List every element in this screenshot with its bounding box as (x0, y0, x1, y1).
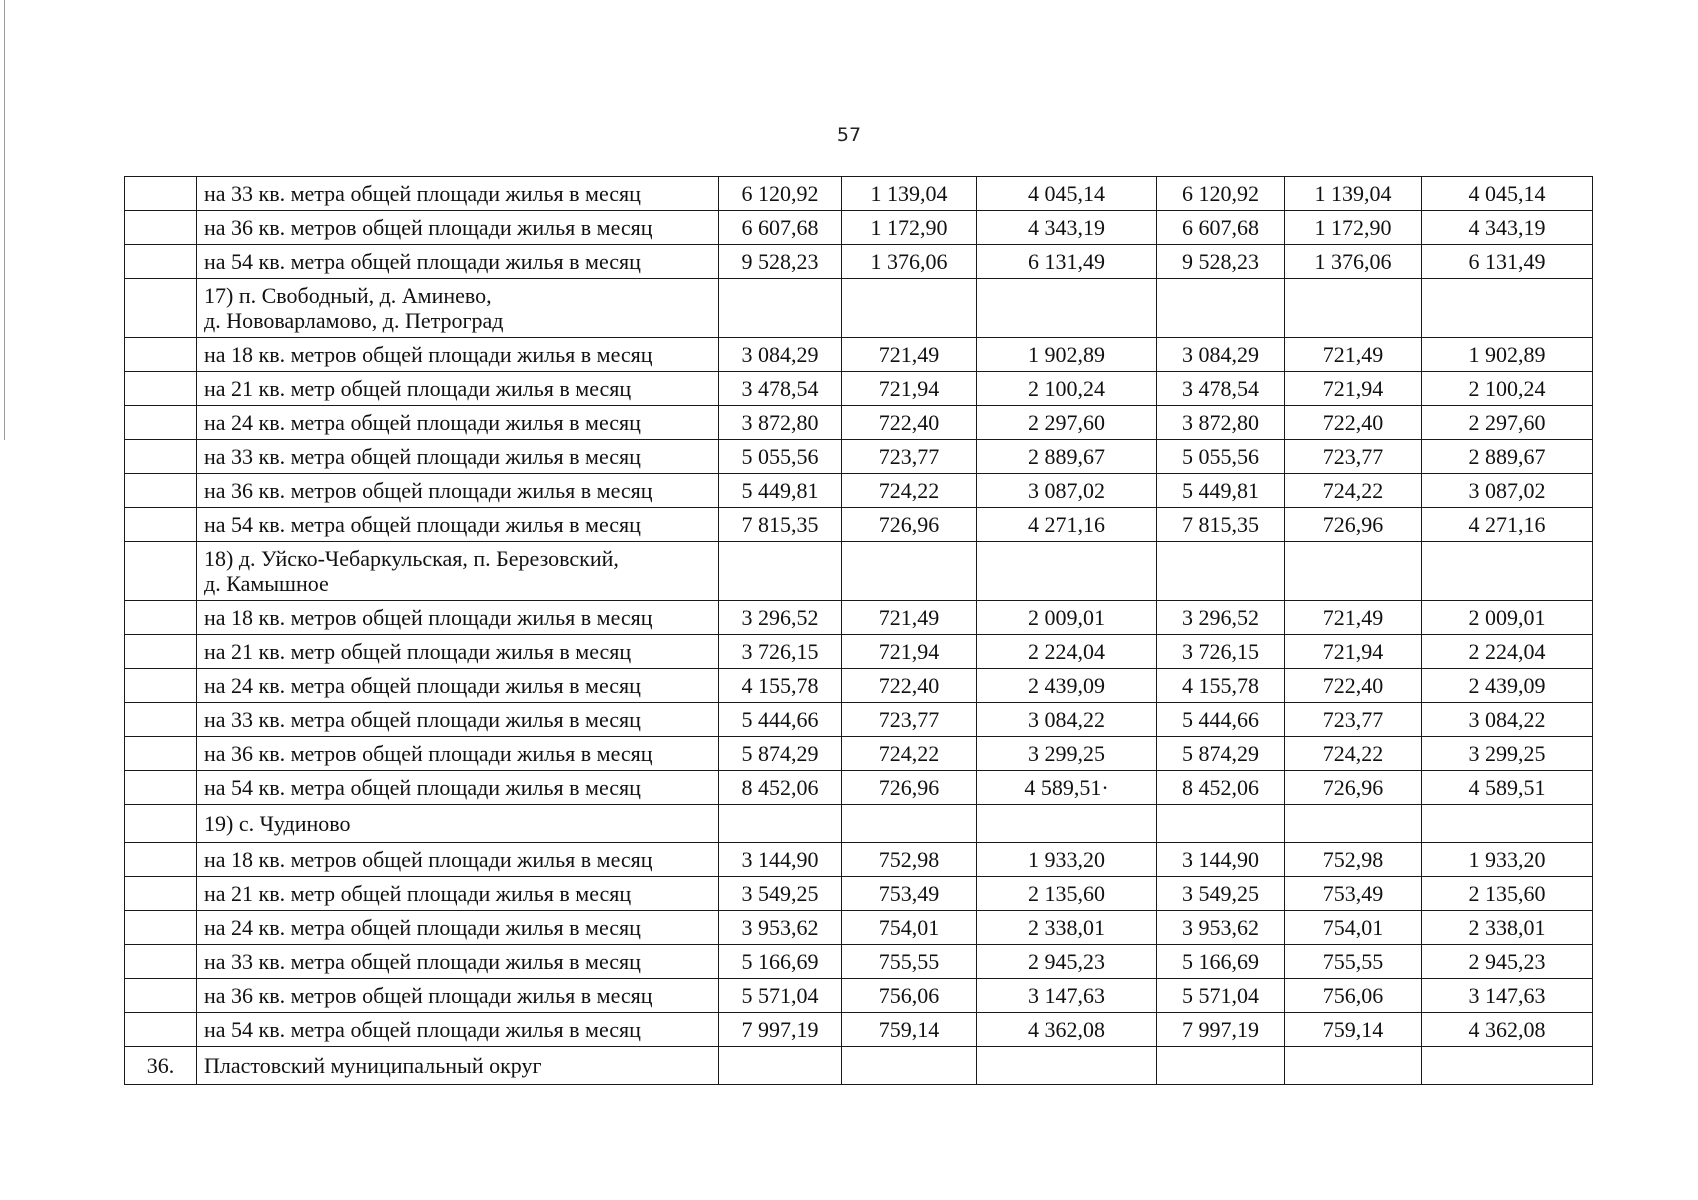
value-cell: 724,22 (1285, 474, 1422, 508)
value-cell (719, 805, 842, 843)
scan-edge-line (4, 0, 5, 440)
value-cell: 2 009,01 (977, 601, 1157, 635)
value-cell: 2 100,24 (977, 372, 1157, 406)
row-number-cell (125, 805, 197, 843)
value-cell (1157, 805, 1285, 843)
row-number-cell (125, 372, 197, 406)
value-cell (842, 542, 977, 601)
value-cell (977, 542, 1157, 601)
section-title-cell (197, 279, 719, 338)
value-cell: 5 449,81 (719, 474, 842, 508)
row-number-cell (125, 737, 197, 771)
value-cell: 721,49 (1285, 601, 1422, 635)
value-cell: 756,06 (842, 979, 977, 1013)
description-cell: на 36 кв. метров общей площади жилья в месяц (197, 474, 719, 508)
row-number-cell (125, 771, 197, 805)
row-number-cell (125, 542, 197, 601)
value-cell: 4 271,16 (1422, 508, 1593, 542)
description-cell: на 33 кв. метра общей площади жилья в месяц (197, 440, 719, 474)
value-cell: 3 144,90 (719, 843, 842, 877)
description-cell: на 24 кв. метра общей площади жилья в месяц (197, 406, 719, 440)
value-cell: 4 155,78 (719, 669, 842, 703)
value-cell (719, 542, 842, 601)
section-title-line: 18) д. Уйско-Чебаркульская, п. Березовский, (204, 546, 619, 571)
value-cell: 5 874,29 (1157, 737, 1285, 771)
value-cell: 759,14 (1285, 1013, 1422, 1047)
value-cell: 1 902,89 (1422, 338, 1593, 372)
value-cell: 3 087,02 (977, 474, 1157, 508)
table-row (125, 669, 1593, 703)
value-cell: 6 131,49 (977, 245, 1157, 279)
value-cell: 3 549,25 (1157, 877, 1285, 911)
value-cell: 4 362,08 (977, 1013, 1157, 1047)
value-cell (1285, 1047, 1422, 1085)
value-cell: 3 144,90 (1157, 843, 1285, 877)
value-cell: 3 726,15 (1157, 635, 1285, 669)
value-cell (842, 279, 977, 338)
row-number-cell (125, 911, 197, 945)
value-cell: 3 299,25 (977, 737, 1157, 771)
value-cell: 3 872,80 (1157, 406, 1285, 440)
table-row (125, 843, 1593, 877)
table-row (125, 979, 1593, 1013)
description-cell: на 54 кв. метра общей площади жилья в месяц (197, 771, 719, 805)
table-row (125, 406, 1593, 440)
value-cell: 3 953,62 (1157, 911, 1285, 945)
value-cell: 4 045,14 (977, 177, 1157, 211)
value-cell: 723,77 (842, 440, 977, 474)
value-cell: 759,14 (842, 1013, 977, 1047)
value-cell: 755,55 (842, 945, 977, 979)
value-cell: 722,40 (842, 669, 977, 703)
description-cell: на 18 кв. метров общей площади жилья в месяц (197, 338, 719, 372)
value-cell: 5 166,69 (1157, 945, 1285, 979)
value-cell: 2 945,23 (977, 945, 1157, 979)
description-cell: на 33 кв. метра общей площади жилья в месяц (197, 177, 719, 211)
description-cell: на 33 кв. метра общей площади жилья в месяц (197, 703, 719, 737)
value-cell: 723,77 (1285, 440, 1422, 474)
row-number-cell (125, 669, 197, 703)
value-cell (1422, 542, 1593, 601)
table-row (125, 474, 1593, 508)
value-cell: 1 933,20 (977, 843, 1157, 877)
value-cell: 2 100,24 (1422, 372, 1593, 406)
value-cell: 3 872,80 (719, 406, 842, 440)
value-cell: 3 478,54 (719, 372, 842, 406)
value-cell: 726,96 (842, 508, 977, 542)
value-cell: 9 528,23 (719, 245, 842, 279)
row-number-cell (125, 245, 197, 279)
description-cell: на 54 кв. метра общей площади жилья в месяц (197, 1013, 719, 1047)
value-cell (842, 805, 977, 843)
value-cell: 1 139,04 (842, 177, 977, 211)
value-cell: 2 297,60 (1422, 406, 1593, 440)
value-cell: 4 343,19 (977, 211, 1157, 245)
value-cell: 752,98 (842, 843, 977, 877)
value-cell (719, 1047, 842, 1085)
value-cell: 721,94 (1285, 372, 1422, 406)
value-cell: 1 139,04 (1285, 177, 1422, 211)
table-row (125, 601, 1593, 635)
value-cell: 1 376,06 (1285, 245, 1422, 279)
value-cell: 3 296,52 (1157, 601, 1285, 635)
value-cell: 4 343,19 (1422, 211, 1593, 245)
value-cell: 753,49 (842, 877, 977, 911)
value-cell: 2 338,01 (977, 911, 1157, 945)
description-cell: на 24 кв. метра общей площади жилья в месяц (197, 669, 719, 703)
table-row (125, 372, 1593, 406)
value-cell: 2 439,09 (1422, 669, 1593, 703)
value-cell: 2 135,60 (977, 877, 1157, 911)
value-cell (1422, 805, 1593, 843)
row-number-cell (125, 177, 197, 211)
value-cell: 5 055,56 (1157, 440, 1285, 474)
value-cell: 6 607,68 (1157, 211, 1285, 245)
value-cell: 2 889,67 (977, 440, 1157, 474)
value-cell: 3 147,63 (977, 979, 1157, 1013)
value-cell: 4 589,51 (1422, 771, 1593, 805)
value-cell: 2 297,60 (977, 406, 1157, 440)
value-cell (842, 1047, 977, 1085)
value-cell: 724,22 (1285, 737, 1422, 771)
value-cell: 726,96 (842, 771, 977, 805)
value-cell (1157, 1047, 1285, 1085)
row-number-cell (125, 508, 197, 542)
value-cell: 1 172,90 (1285, 211, 1422, 245)
value-cell: 5 571,04 (719, 979, 842, 1013)
section-title-cell (197, 1047, 719, 1085)
value-cell: 721,94 (842, 372, 977, 406)
description-cell: на 21 кв. метр общей площади жилья в месяц (197, 877, 719, 911)
table-row (125, 338, 1593, 372)
value-cell: 752,98 (1285, 843, 1422, 877)
value-cell (1285, 805, 1422, 843)
value-cell: 4 362,08 (1422, 1013, 1593, 1047)
value-cell: 721,49 (842, 601, 977, 635)
value-cell: 3 087,02 (1422, 474, 1593, 508)
value-cell: 2 135,60 (1422, 877, 1593, 911)
description-cell: на 21 кв. метр общей площади жилья в месяц (197, 372, 719, 406)
row-number-cell (125, 474, 197, 508)
value-cell: 753,49 (1285, 877, 1422, 911)
value-cell: 8 452,06 (719, 771, 842, 805)
value-cell: 723,77 (842, 703, 977, 737)
value-cell: 3 084,29 (719, 338, 842, 372)
value-cell: 9 528,23 (1157, 245, 1285, 279)
value-cell: 7 815,35 (719, 508, 842, 542)
value-cell: 721,49 (1285, 338, 1422, 372)
row-number-cell (125, 843, 197, 877)
section-header-row (125, 1047, 1593, 1085)
value-cell: 7 997,19 (1157, 1013, 1285, 1047)
description-cell: на 36 кв. метров общей площади жилья в месяц (197, 211, 719, 245)
table-row (125, 508, 1593, 542)
table-row (125, 771, 1593, 805)
value-cell (977, 805, 1157, 843)
section-title-cell (197, 805, 719, 843)
row-number-cell (125, 979, 197, 1013)
section-header-row (125, 805, 1593, 843)
value-cell: 4 045,14 (1422, 177, 1593, 211)
value-cell: 721,49 (842, 338, 977, 372)
value-cell (719, 279, 842, 338)
value-cell: 3 147,63 (1422, 979, 1593, 1013)
value-cell: 5 571,04 (1157, 979, 1285, 1013)
description-cell: на 36 кв. метров общей площади жилья в месяц (197, 737, 719, 771)
value-cell: 5 055,56 (719, 440, 842, 474)
row-number-cell (125, 279, 197, 338)
value-cell (977, 1047, 1157, 1085)
table-row (125, 737, 1593, 771)
value-cell: 2 338,01 (1422, 911, 1593, 945)
section-title-line: 17) п. Свободный, д. Аминево, (204, 283, 492, 308)
row-number-cell (125, 211, 197, 245)
section-title-line: Пластовский муниципальный округ (204, 1053, 542, 1078)
value-cell: 2 009,01 (1422, 601, 1593, 635)
value-cell: 3 478,54 (1157, 372, 1285, 406)
row-number-cell (125, 635, 197, 669)
row-number-cell (125, 703, 197, 737)
row-number-cell (125, 601, 197, 635)
value-cell: 8 452,06 (1157, 771, 1285, 805)
value-cell (1422, 1047, 1593, 1085)
section-title-line: д. Камышное (204, 571, 329, 596)
value-cell: 4 271,16 (977, 508, 1157, 542)
value-cell: 3 084,22 (977, 703, 1157, 737)
row-number-cell (125, 1013, 197, 1047)
value-cell: 722,40 (842, 406, 977, 440)
value-cell (1157, 542, 1285, 601)
value-cell (977, 279, 1157, 338)
value-cell: 3 953,62 (719, 911, 842, 945)
description-cell: на 18 кв. метров общей площади жилья в месяц (197, 843, 719, 877)
section-header-row (125, 279, 1593, 338)
row-number-cell (125, 440, 197, 474)
description-cell: на 54 кв. метра общей площади жилья в месяц (197, 508, 719, 542)
value-cell: 724,22 (842, 737, 977, 771)
row-number-cell (125, 877, 197, 911)
table-row (125, 911, 1593, 945)
value-cell: 2 945,23 (1422, 945, 1593, 979)
table-row (125, 1013, 1593, 1047)
value-cell: 7 997,19 (719, 1013, 842, 1047)
value-cell: 5 444,66 (1157, 703, 1285, 737)
value-cell: 5 166,69 (719, 945, 842, 979)
value-cell: 1 172,90 (842, 211, 977, 245)
table-row (125, 945, 1593, 979)
value-cell: 6 120,92 (1157, 177, 1285, 211)
value-cell: 724,22 (842, 474, 977, 508)
value-cell: 5 874,29 (719, 737, 842, 771)
value-cell: 723,77 (1285, 703, 1422, 737)
value-cell: 5 449,81 (1157, 474, 1285, 508)
value-cell (1157, 279, 1285, 338)
tariff-table-body (125, 177, 1593, 1085)
value-cell: 1 376,06 (842, 245, 977, 279)
row-number-cell: 36. (125, 1047, 197, 1085)
value-cell (1285, 279, 1422, 338)
description-cell: на 54 кв. метра общей площади жилья в месяц (197, 245, 719, 279)
value-cell: 2 889,67 (1422, 440, 1593, 474)
value-cell: 722,40 (1285, 406, 1422, 440)
table-row (125, 877, 1593, 911)
value-cell: 721,94 (1285, 635, 1422, 669)
value-cell: 6 120,92 (719, 177, 842, 211)
table-row (125, 177, 1593, 211)
value-cell: 4 155,78 (1157, 669, 1285, 703)
value-cell: 3 299,25 (1422, 737, 1593, 771)
value-cell: 726,96 (1285, 771, 1422, 805)
value-cell: 3 549,25 (719, 877, 842, 911)
table-row (125, 703, 1593, 737)
value-cell: 6 131,49 (1422, 245, 1593, 279)
page-number: 57 (836, 124, 862, 146)
value-cell: 3 084,22 (1422, 703, 1593, 737)
value-cell: 5 444,66 (719, 703, 842, 737)
value-cell: 1 902,89 (977, 338, 1157, 372)
value-cell: 2 224,04 (977, 635, 1157, 669)
value-cell: 756,06 (1285, 979, 1422, 1013)
table-row (125, 245, 1593, 279)
section-title-cell (197, 542, 719, 601)
value-cell: 754,01 (1285, 911, 1422, 945)
section-header-row (125, 542, 1593, 601)
value-cell: 754,01 (842, 911, 977, 945)
value-cell: 2 439,09 (977, 669, 1157, 703)
value-cell: 721,94 (842, 635, 977, 669)
row-number-cell (125, 338, 197, 372)
table-row (125, 211, 1593, 245)
description-cell: на 21 кв. метр общей площади жилья в месяц (197, 635, 719, 669)
value-cell: 1 933,20 (1422, 843, 1593, 877)
value-cell (1422, 279, 1593, 338)
value-cell: 6 607,68 (719, 211, 842, 245)
value-cell: 3 296,52 (719, 601, 842, 635)
value-cell: 3 084,29 (1157, 338, 1285, 372)
row-number-cell (125, 945, 197, 979)
row-number-cell (125, 406, 197, 440)
section-title-line: 19) с. Чудиново (204, 811, 351, 836)
table-row (125, 635, 1593, 669)
value-cell: 3 726,15 (719, 635, 842, 669)
description-cell: на 36 кв. метров общей площади жилья в месяц (197, 979, 719, 1013)
description-cell: на 33 кв. метра общей площади жилья в месяц (197, 945, 719, 979)
value-cell: 4 589,51· (977, 771, 1157, 805)
table-row (125, 440, 1593, 474)
value-cell: 726,96 (1285, 508, 1422, 542)
description-cell: на 18 кв. метров общей площади жилья в месяц (197, 601, 719, 635)
value-cell (1285, 542, 1422, 601)
value-cell: 7 815,35 (1157, 508, 1285, 542)
section-title-line: д. Нововарламово, д. Петроград (204, 308, 504, 333)
value-cell: 2 224,04 (1422, 635, 1593, 669)
tariff-table (124, 176, 1593, 1085)
value-cell: 722,40 (1285, 669, 1422, 703)
description-cell: на 24 кв. метра общей площади жилья в месяц (197, 911, 719, 945)
value-cell: 755,55 (1285, 945, 1422, 979)
